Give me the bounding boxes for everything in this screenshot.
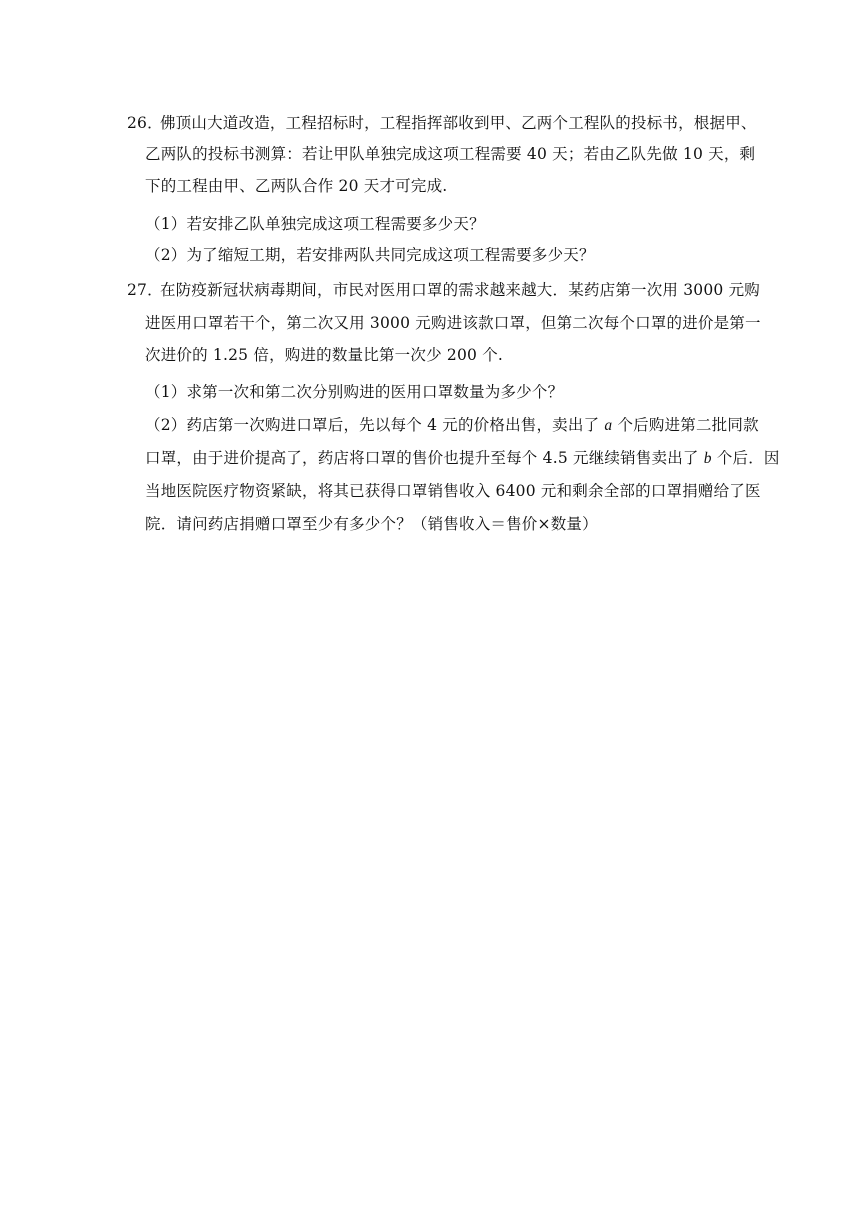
problem-text-line: 在防疫新冠状病毒期间，市民对医用口罩的需求越来越大．某药店第一次用 3000 元购 bbox=[160, 281, 761, 299]
problem-number: 26． bbox=[127, 114, 163, 132]
problem-text-line: 乙两队的投标书测算：若让甲队单独完成这项工程需要 40 天；若由乙队先做 10 天，剩 bbox=[145, 145, 756, 163]
sub-question-line bbox=[145, 449, 780, 468]
text-span: 个后购进第二批同款 bbox=[612, 416, 759, 434]
text-span: 个后．因 bbox=[711, 449, 780, 467]
variable-b: b bbox=[703, 450, 712, 467]
sub-question-line: 当地医院医疗物资紧缺，将其已获得口罩销售收入 6400 元和剩余全部的口罩捐赠给了医 bbox=[145, 482, 761, 500]
variable-a: a bbox=[604, 417, 613, 434]
problem-text-line: 进医用口罩若干个，第二次又用 3000 元购进该款口罩，但第二次每个口罩的进价是第一 bbox=[145, 314, 761, 332]
sub-question: （1）求第一次和第二次分别购进的医用口罩数量为多少个？ bbox=[145, 383, 564, 401]
text-span: 口罩，由于进价提高了，药店将口罩的售价也提升至每个 4.5 元继续销售卖出了 bbox=[145, 449, 704, 467]
sub-question-line bbox=[145, 416, 759, 435]
sub-question-line: 院．请问药店捐赠口罩至少有多少个？（销售收入＝售价×数量） bbox=[145, 515, 598, 533]
problem-text-line: 次进价的 1.25 倍，购进的数量比第一次少 200 个. bbox=[145, 346, 504, 364]
problem-number: 27． bbox=[127, 281, 163, 299]
problem-text-line: 下的工程由甲、乙两队合作 20 天才可完成. bbox=[145, 177, 448, 195]
text-span: （2）药店第一次购进口罩后，先以每个 4 元的价格出售，卖出了 bbox=[145, 416, 605, 434]
sub-question: （2）为了缩短工期，若安排两队共同完成这项工程需要多少天？ bbox=[145, 246, 595, 264]
problem-text-line: 佛顶山大道改造，工程招标时，工程指挥部收到甲、乙两个工程队的投标书，根据甲、 bbox=[160, 114, 757, 132]
sub-question: （1）若安排乙队单独完成这项工程需要多少天？ bbox=[145, 215, 485, 233]
